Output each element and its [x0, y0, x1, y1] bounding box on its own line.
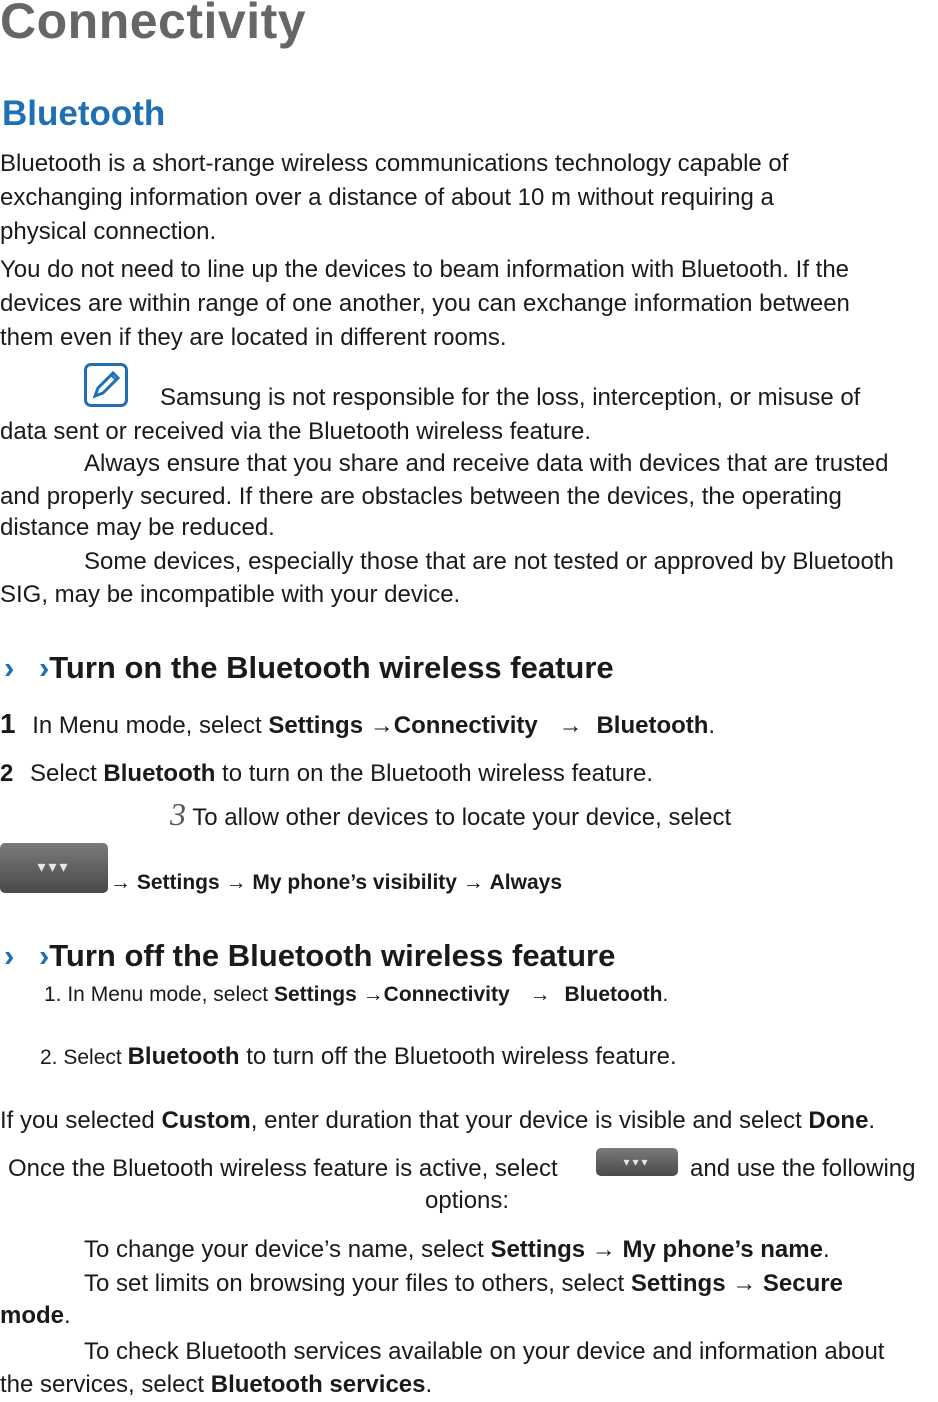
- section-heading-bluetooth: Bluetooth: [2, 94, 166, 133]
- note-line-5: distance may be reduced.: [0, 514, 275, 541]
- intro-line-6: them even if they are located in different rooms.: [0, 324, 507, 351]
- custom-line: If you selected Custom, enter duration that your device is visible and select Done.: [0, 1107, 876, 1134]
- note-line-7: SIG, may be incompatible with your device.: [0, 581, 461, 608]
- turn-off-heading: › ›Turn off the Bluetooth wireless feature: [4, 938, 616, 973]
- note-line-3: Always ensure that you share and receive data with devices that are trusted: [84, 450, 889, 477]
- option-3: To check Bluetooth services available on your device and information about: [84, 1338, 885, 1365]
- options-intro-a: Once the Bluetooth wireless feature is active, select: [8, 1155, 558, 1182]
- intro-line-1: Bluetooth is a short-range wireless communications technology capable of: [0, 150, 789, 177]
- turn-on-step-3: 3 To allow other devices to locate your device, select: [170, 796, 732, 832]
- option-2-cont: mode.: [0, 1302, 71, 1329]
- chevron-right-icon: ›: [4, 938, 15, 973]
- option-1: To change your device’s name, select Settings → My phone’s name.: [84, 1236, 830, 1263]
- note-line-1: Samsung is not responsible for the loss, interception, or misuse of: [160, 384, 861, 411]
- intro-line-4: You do not need to line up the devices to beam information with Bluetooth. If the: [0, 256, 850, 283]
- option-2: To set limits on browsing your files to others, select Settings → Secure: [84, 1270, 843, 1297]
- menu-button[interactable]: ▾▾▾: [0, 843, 108, 893]
- menu-button[interactable]: ▾▾▾: [596, 1148, 678, 1176]
- turn-off-step-2: 2. Select Bluetooth to turn off the Bluetooth wireless feature.: [40, 1043, 677, 1070]
- turn-on-heading: › ›Turn on the Bluetooth wireless feature: [4, 650, 614, 685]
- chevron-right-icon: ›: [4, 650, 15, 685]
- chevron-right-icon: ›: [38, 938, 50, 973]
- options-intro-b: and use the following: [690, 1155, 916, 1182]
- intro-line-5: devices are within range of one another, you can exchange information between: [0, 290, 850, 317]
- turn-on-step-3-path: → Settings → My phone’s visibility → Always: [110, 871, 563, 894]
- turn-on-step-1: 1 In Menu mode, select Settings →Connectivity → Bluetooth.: [0, 708, 716, 739]
- options-intro-c: options:: [425, 1187, 510, 1214]
- intro-line-3: physical connection.: [0, 218, 217, 245]
- turn-on-step-2: 2 Select Bluetooth to turn on the Bluetooth wireless feature.: [0, 760, 653, 787]
- note-line-4: and properly secured. If there are obstacles between the devices, the operating: [0, 483, 842, 510]
- intro-line-2: exchanging information over a distance of about 10 m without requiring a: [0, 184, 774, 211]
- note-line-2: data sent or received via the Bluetooth wireless feature.: [0, 418, 591, 445]
- turn-off-step-1: 1. In Menu mode, select Settings →Connectivity → Bluetooth.: [44, 983, 669, 1006]
- note-line-6: Some devices, especially those that are not tested or approved by Bluetooth: [84, 548, 894, 575]
- option-3-cont: the services, select Bluetooth services.: [0, 1371, 433, 1398]
- note-pencil-icon: [84, 363, 128, 407]
- page-title: Connectivity: [0, 0, 307, 49]
- chevron-right-icon: ›: [38, 650, 50, 685]
